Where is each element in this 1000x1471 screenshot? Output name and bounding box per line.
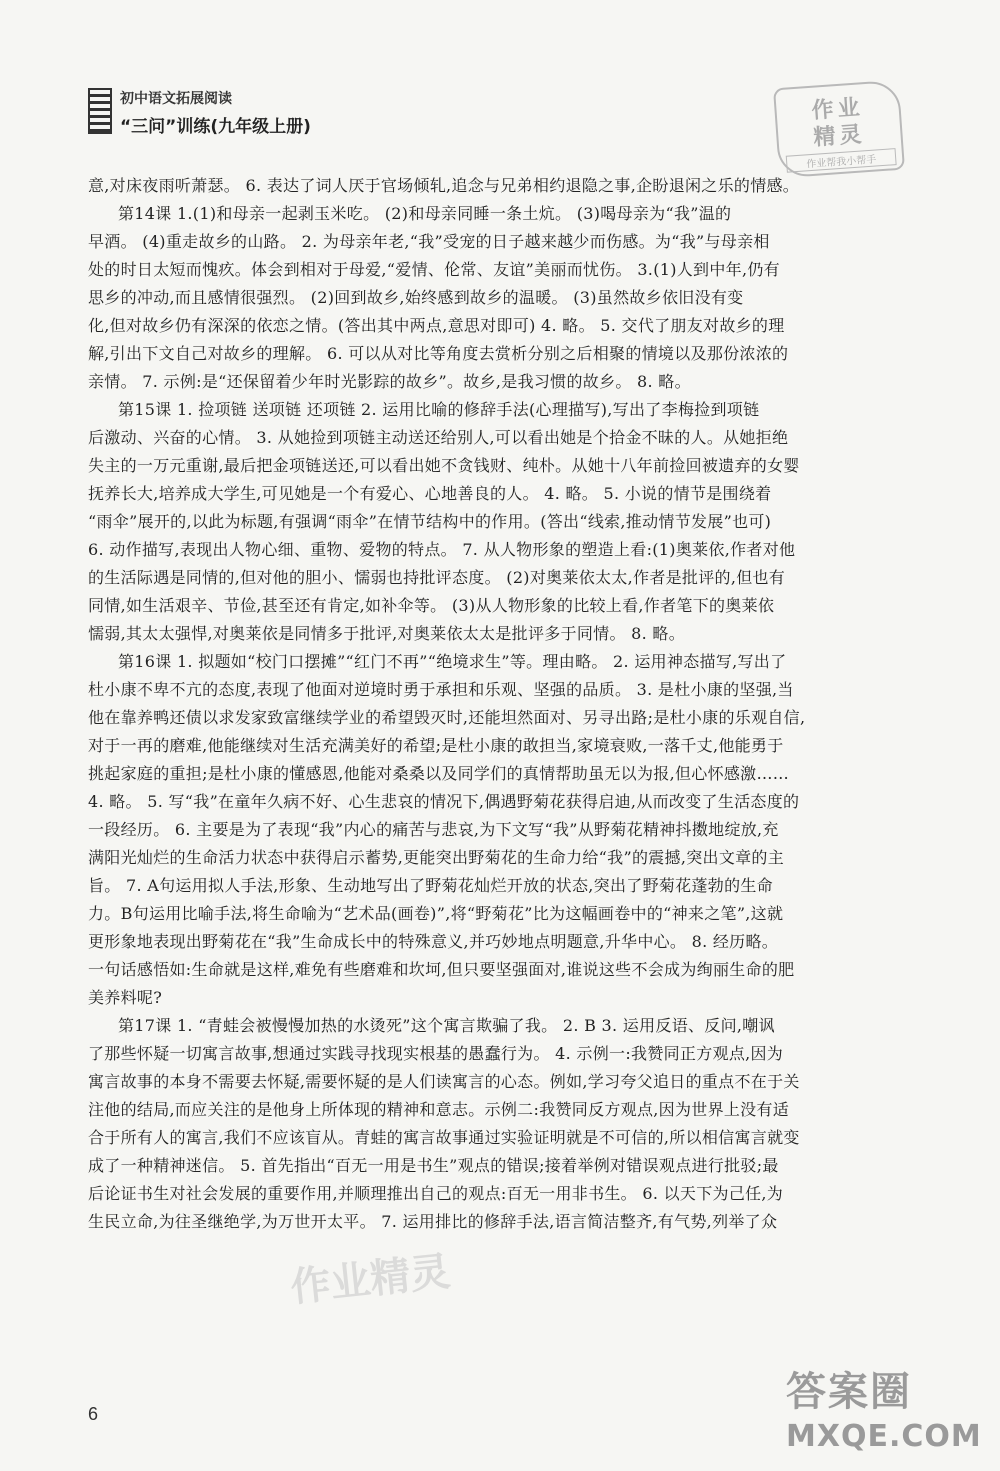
text-line: 更形象地表现出野菊花在“我”生命成长中的特殊意义,并巧妙地点明题意,升华中心。 8. 经历略。: [88, 932, 779, 951]
text-line: 第15课 1. 捡项链 送项链 还项链 2. 运用比喻的修辞手法(心理描写),写出了李梅捡到项链: [118, 400, 760, 419]
text-line: 生民立命,为往圣继绝学,为万世开太平。 7. 运用排比的修辞手法,语言简洁整齐,有气势,列举了众: [88, 1212, 778, 1231]
text-line: 第16课 1. 拟题如“校门口摆摊”“红门不再”“绝境求生”等。理由略。 2. 运用神态描写,写出了: [118, 652, 787, 671]
corner-watermark: [786, 1360, 982, 1466]
text-line: 旨。 7. A句运用拟人手法,形象、生动地写出了野菊花灿烂开放的状态,突出了野菊花蓬勃的生命: [88, 876, 773, 895]
text-line: 后激动、兴奋的心情。 3. 从她捡到项链主动送还给别人,可以看出她是个拾金不昧的人。从她拒绝: [88, 428, 789, 447]
text-line: 第14课 1.(1)和母亲一起剥玉米吃。 (2)和母亲同睡一条土炕。 (3)喝母亲为“我”温的: [118, 204, 732, 223]
text-line: 解,引出下文自己对故乡的理解。 6. 可以从对比等角度去赏析分别之后相聚的情境以及那份浓浓的: [88, 344, 789, 363]
text-line: 抚养长大,培养成大学生,可见她是一个有爱心、心地善良的人。 4. 略。 5. 小说的情节是围绕着: [88, 484, 772, 503]
corner-watermark-url: MXQE.COM: [786, 1419, 982, 1454]
text-line: 一句话感悟如:生命就是这样,难免有些磨难和坎坷,但只要坚强面对,谁说这些不会成为绚丽生命的肥: [88, 960, 795, 979]
series-logo-icon: [88, 88, 112, 134]
corner-watermark-title: 答案圈: [786, 1369, 912, 1415]
stamp-line-1: 作业: [810, 94, 865, 124]
series-title: 初中语文拓展阅读: [120, 91, 232, 107]
answer-text-body: [88, 172, 914, 1236]
text-line: “雨伞”展开的,以此为标题,有强调“雨伞”在情节结构中的作用。(答出“线索,推动情节发展”也可): [88, 512, 772, 531]
stamp-line-2: 精灵: [812, 121, 867, 151]
text-line: 挑起家庭的重担;是杜小康的懂感恩,他能对桑桑以及同学们的真情帮助虽无以为报,但心怀感激……: [88, 764, 790, 783]
text-line: 的生活际遇是同情的,但对他的胆小、懦弱也持批评态度。 (2)对奥莱依太太,作者是批评的,但也有: [88, 568, 786, 587]
text-line: 一段经历。 6. 主要是为了表现“我”内心的痛苦与悲哀,为下文写“我”从野菊花精神抖擞地绽放,充: [88, 820, 779, 839]
text-line: 思乡的冲动,而且感情很强烈。 (2)回到故乡,始终感到故乡的温暖。 (3)虽然故乡依旧没有变: [88, 288, 744, 307]
text-line: 寓言故事的本身不需要去怀疑,需要怀疑的是人们读寓言的心态。例如,学习夸父追日的重点不在于关: [88, 1072, 800, 1091]
text-line: 亲情。 7. 示例:是“还保留着少年时光影踪的故乡”。故乡,是我习惯的故乡。 8. 略。: [88, 372, 691, 391]
text-line: 杜小康不卑不亢的态度,表现了他面对逆境时勇于承担和乐观、坚强的品质。 3. 是杜小康的坚强,当: [88, 680, 794, 699]
text-line: 满阳光灿烂的生命活力状态中获得启示蓄势,更能突出野菊花的生命力给“我”的震撼,突出文章的主: [88, 848, 785, 867]
text-line: 处的时日太短而愧疚。体会到相对于母爱,“爱情、伦常、友谊”美丽而忧伤。 3.(1)人到中年,仍有: [88, 260, 780, 279]
text-line: 了那些怀疑一切寓言故事,想通过实践寻找现实根基的愚蠢行为。 4. 示例一:我赞同正方观点,因为: [88, 1044, 784, 1063]
page-number: 6: [88, 1404, 99, 1424]
text-line: 化,但对故乡仍有深深的依恋之情。(答出其中两点,意思对即可) 4. 略。 5. 交代了朋友对故乡的理: [88, 316, 785, 335]
text-line: 意,对床夜雨听萧瑟。 6. 表达了词人厌于官场倾轧,追念与兄弟相约退隐之事,企盼退闲之乐的情感。: [88, 176, 800, 195]
text-line: 注他的结局,而应关注的是他身上所体现的精神和意志。示例二:我赞同反方观点,因为世界上没有适: [88, 1100, 790, 1119]
homework-sprite-stamp: [773, 80, 905, 179]
text-line: 美养料呢?: [88, 988, 163, 1007]
text-line: 对于一再的磨难,他能继续对生活充满美好的希望;是杜小康的敢担当,家境衰败,一落千丈,他能勇于: [88, 736, 784, 755]
stamp-line-3: 作业帮我小帮手: [786, 148, 897, 173]
center-watermark: 作业精灵: [288, 1248, 453, 1312]
text-line: 失主的一万元重谢,最后把金项链送还,可以看出她不贪钱财、纯朴。从她十八年前捡回被遗弃的女婴: [88, 456, 800, 475]
text-line: 早酒。 (4)重走故乡的山路。 2. 为母亲年老,“我”受宠的日子越来越少而伤感。为“我”与母亲相: [88, 232, 770, 251]
text-line: 后论证书生对社会发展的重要作用,并顺理推出自己的观点:百无一用非书生。 6. 以天下为己任,为: [88, 1184, 784, 1203]
text-line: 他在靠养鸭还债以求发家致富继续学业的希望毁灭时,还能坦然面对、另寻出路;是杜小康的乐观自信,: [88, 708, 806, 727]
text-line: 第17课 1. “青蛙会被慢慢加热的水烫死”这个寓言欺骗了我。 2. B 3. 运用反语、反问,嘲讽: [118, 1016, 775, 1035]
text-line: 6. 动作描写,表现出人物心细、重物、爱物的特点。 7. 从人物形象的塑造上看:(1)奥莱依,作者对他: [88, 540, 796, 559]
book-title: “三问”训练(九年级上册): [120, 117, 311, 137]
text-line: 力。B句运用比喻手法,将生命喻为“艺术品(画卷)”,将“野菊花”比为这幅画卷中的“神来之笔”,这就: [88, 904, 784, 923]
text-line: 成了一种精神迷信。 5. 首先指出“百无一用是书生”观点的错误;接着举例对错误观点进行批驳;最: [88, 1156, 779, 1175]
text-line: 懦弱,其太太强悍,对奥莱依是同情多于批评,对奥莱依太太是批评多于同情。 8. 略。: [88, 624, 685, 643]
text-line: 4. 略。 5. 写“我”在童年久病不好、心生悲哀的情况下,偶遇野菊花获得启迪,从而改变了生活态度的: [88, 792, 800, 811]
text-line: 合于所有人的寓言,我们不应该盲从。青蛙的寓言故事通过实验证明就是不可信的,所以相信寓言就变: [88, 1128, 800, 1147]
text-line: 同情,如生活艰辛、节俭,甚至还有肯定,如补伞等。 (3)从人物形象的比较上看,作者笔下的奥莱依: [88, 596, 775, 615]
